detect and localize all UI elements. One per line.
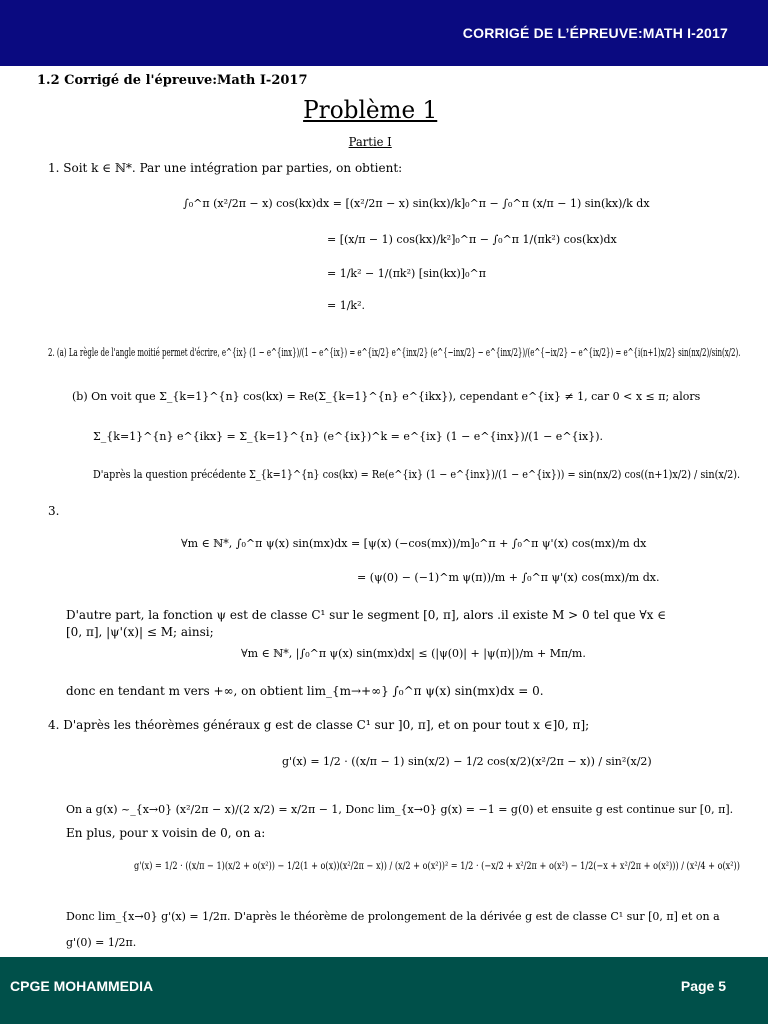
q1-intro: 1. Soit k ∈ ℕ*. Par une intégration par parties, on obtient:: [48, 161, 403, 175]
q2-b-line-3: D'après la question précédente Σ_{k=1}^{n} cos(kx) = Re(e^{ix} (1 − e^{inx})/(1 − e^{ix})) = sin(nx/2) cos((n+1)x/2) / sin(x/2).: [93, 468, 741, 481]
q4-derivative-expansion: g'(x) = 1/2 · ((x/π − 1)(x/2 + o(x²)) − 1/2(1 + o(x))(x²/2π − x)) / (x/2 + o(x²))² = 1/2 · (−x/2 + x²/2π + o(x²) − 1/2(−x + x²/2π + o(x²))) / (x²/4 + o(x²)): [134, 861, 740, 872]
q1-line-4: = 1/k².: [327, 299, 365, 312]
q3-paragraph-2: [0, π], |ψ'(x)| ≤ M; ainsi;: [66, 625, 214, 639]
q1-line-2: = [(x/π − 1) cos(kx)/k²]₀^π − ∫₀^π 1/(πk²) cos(kx)dx: [327, 233, 617, 246]
q1-line-1: ∫₀^π (x²/2π − x) cos(kx)dx = [(x²/2π − x) sin(kx)/k]₀^π − ∫₀^π (x/π − 1) sin(kx)/k dx: [183, 197, 650, 210]
page-header: [0, 0, 768, 66]
q4-paragraph-2: En plus, pour x voisin de 0, on a:: [66, 826, 266, 840]
q3-line-1: ∀m ∈ ℕ*, ∫₀^π ψ(x) sin(mx)dx = [ψ(x) (−cos(mx))/m]₀^π + ∫₀^π ψ'(x) cos(mx)/m dx: [181, 537, 647, 550]
page-footer: [0, 957, 768, 1024]
q4-intro: 4. D'après les théorèmes généraux g est de classe C¹ sur ]0, π], et on pour tout x ∈]0, π];: [48, 718, 590, 732]
q1-line-3: = 1/k² − 1/(πk²) [sin(kx)]₀^π: [327, 267, 486, 280]
q3-line-2: = (ψ(0) − (−1)^m ψ(π))/m + ∫₀^π ψ'(x) cos(mx)/m dx.: [357, 571, 660, 584]
q2-b-line-1: (b) On voit que Σ_{k=1}^{n} cos(kx) = Re(Σ_{k=1}^{n} e^{ikx}), cependant e^{ix} ≠ 1, car 0 < x ≤ π; alors: [72, 390, 701, 403]
header-title: CORRIGÉ DE L’ÉPREUVE:MATH I-2017: [462, 25, 728, 41]
footer-page-number: Page 5: [680, 978, 726, 994]
page-content: [0, 66, 768, 957]
part-title: Partie I: [348, 135, 392, 149]
q2-a: 2. (a) La règle de l'angle moitié permet d'écrire, e^{ix} (1 − e^{inx})/(1 − e^{ix}) = e^{ix/2} e^{inx/2} (e^{−inx/2} − e^{inx/2})/(e^{−ix/2} − e^{ix/2}) = e^{i(n+1)x/2} sin(nx/2)/sin(x/2).: [48, 346, 741, 359]
problem-title: Problème 1: [303, 96, 438, 124]
section-title: 1.2 Corrigé de l'épreuve:Math I-2017: [37, 73, 308, 88]
q3-paragraph-1: D'autre part, la fonction ψ est de classe C¹ sur le segment [0, π], alors .il existe M > 0 tel que ∀x ∈: [66, 608, 667, 622]
q4-paragraph-3: Donc lim_{x→0} g'(x) = 1/2π. D'après le théorème de prolongement de la dérivée g est de classe C¹ sur [0, π] et on a: [66, 910, 720, 923]
q3-inequality: ∀m ∈ ℕ*, |∫₀^π ψ(x) sin(mx)dx| ≤ (|ψ(0)| + |ψ(π)|)/m + Mπ/m.: [241, 647, 586, 660]
q2-b-line-2: Σ_{k=1}^{n} e^{ikx} = Σ_{k=1}^{n} (e^{ix})^k = e^{ix} (1 − e^{inx})/(1 − e^{ix}).: [93, 430, 604, 443]
q4-paragraph-1: On a g(x) ~_{x→0} (x²/2π − x)/(2 x/2) = x/2π − 1, Donc lim_{x→0} g(x) = −1 = g(0) et ensuite g est continue sur [0, π].: [66, 803, 734, 816]
footer-school: CPGE MOHAMMEDIA: [10, 978, 154, 994]
q3-number: 3.: [48, 504, 60, 518]
q3-conclusion: donc en tendant m vers +∞, on obtient lim_{m→+∞} ∫₀^π ψ(x) sin(mx)dx = 0.: [66, 684, 544, 698]
q4-paragraph-4: g'(0) = 1/2π.: [66, 936, 137, 949]
q4-derivative: g'(x) = 1/2 · ((x/π − 1) sin(x/2) − 1/2 cos(x/2)(x²/2π − x)) / sin²(x/2): [282, 755, 652, 768]
